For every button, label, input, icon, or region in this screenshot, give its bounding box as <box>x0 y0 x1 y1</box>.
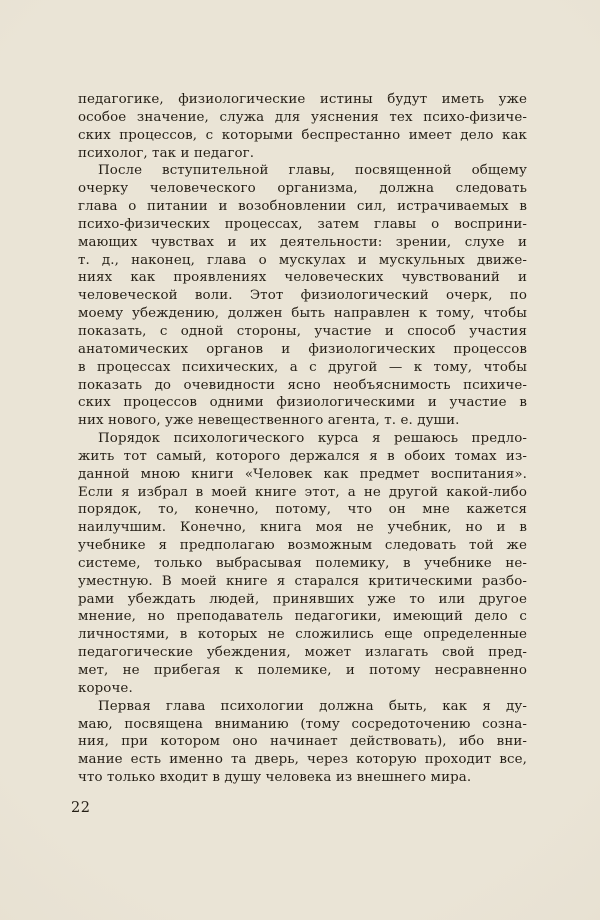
text-line: психолог, так и педагог. <box>78 145 255 161</box>
text-line: короче. <box>78 680 133 696</box>
text-line: т. д., наконец, глава о мускулах и мускульных движе- <box>78 252 527 268</box>
text-line: мнение, но преподаватель педагогики, имеющий дело с <box>78 609 527 625</box>
text-line: мание есть именно та дверь, через которую проходит все, <box>78 752 527 768</box>
text-line: ниях как проявлениях человеческих чувствований и <box>78 270 527 286</box>
text-line: в процессах психических, а с другой — к тому, чтобы <box>78 359 527 375</box>
text-line: ских процессов одними физиологическими и участие в <box>78 395 527 411</box>
text-line: ских процессов, с которыми беспрестанно имеет дело как <box>78 127 527 143</box>
text-line: ния, при котором оно начинает действовать), ибо вни- <box>78 734 527 750</box>
text-line: показать, с одной стороны, участие и способ участия <box>78 323 527 339</box>
text-line: моему убеждению, должен быть направлен к тому, чтобы <box>78 306 527 322</box>
text-line: педагогические убеждения, может излагать свой пред- <box>78 645 527 661</box>
text-line: особое значение, служа для уяснения тех психо-физиче- <box>78 109 527 125</box>
text-line: Первая глава психологии должна быть, как я ду- <box>98 698 527 714</box>
text-line: глава о питании и возобновлении сил, истрачиваемых в <box>78 199 527 215</box>
text-line: наилучшим. Конечно, книга моя не учебник, но и в <box>78 520 527 536</box>
text-line: порядок, то, конечно, потому, что он мне кажется <box>78 502 527 518</box>
text-line: очерку человеческого организма, должна следовать <box>78 181 527 197</box>
text-line: рами убеждать людей, принявших уже то или другое <box>78 591 527 607</box>
text-line: Если я избрал в моей книге этот, а не другой какой-либо <box>78 484 527 500</box>
text-line: них нового, уже невещественного агента, т. е. души. <box>78 413 460 429</box>
text-line: мающих чувствах и их деятельности: зрении, слухе и <box>78 234 527 250</box>
text-line: психо-физических процессах, затем главы о восприни- <box>78 216 527 232</box>
text-line: показать до очевидности ясно необъяснимость психиче- <box>78 377 527 393</box>
text-line: учебнике я предполагаю возможным следовать той же <box>78 538 527 554</box>
text-line: педагогике, физиологические истины будут иметь уже <box>78 92 527 107</box>
text-line: анатомических органов и физиологических процессов <box>78 341 527 357</box>
page-number: 22 <box>71 800 91 816</box>
text-line: что только входит в душу человека из внешнего мира. <box>78 770 472 786</box>
text-line: жить тот самый, которого держался я в обоих томах из- <box>78 448 527 464</box>
text-line: системе, только выбрасывая полемику, в учебнике не- <box>78 555 527 571</box>
text-line: уместную. В моей книге я старался критическими разбо- <box>78 573 527 589</box>
text-line: мет, не прибегая к полемике, и потому несравненно <box>78 663 527 678</box>
text-line: Порядок психологического курса я решаюсь предло- <box>98 431 527 447</box>
text-line: человеческой воли. Этот физиологический очерк, по <box>78 288 527 304</box>
text-line: После вступительной главы, посвященной общему <box>98 163 527 179</box>
text-line: маю, посвящена вниманию (тому сосредоточению созна- <box>78 716 527 732</box>
text-block <box>78 91 527 787</box>
text-line: личностями, в которых не сложились еще определенные <box>78 627 527 643</box>
text-line: данной мною книги «Человек как предмет воспитания». <box>78 466 527 482</box>
